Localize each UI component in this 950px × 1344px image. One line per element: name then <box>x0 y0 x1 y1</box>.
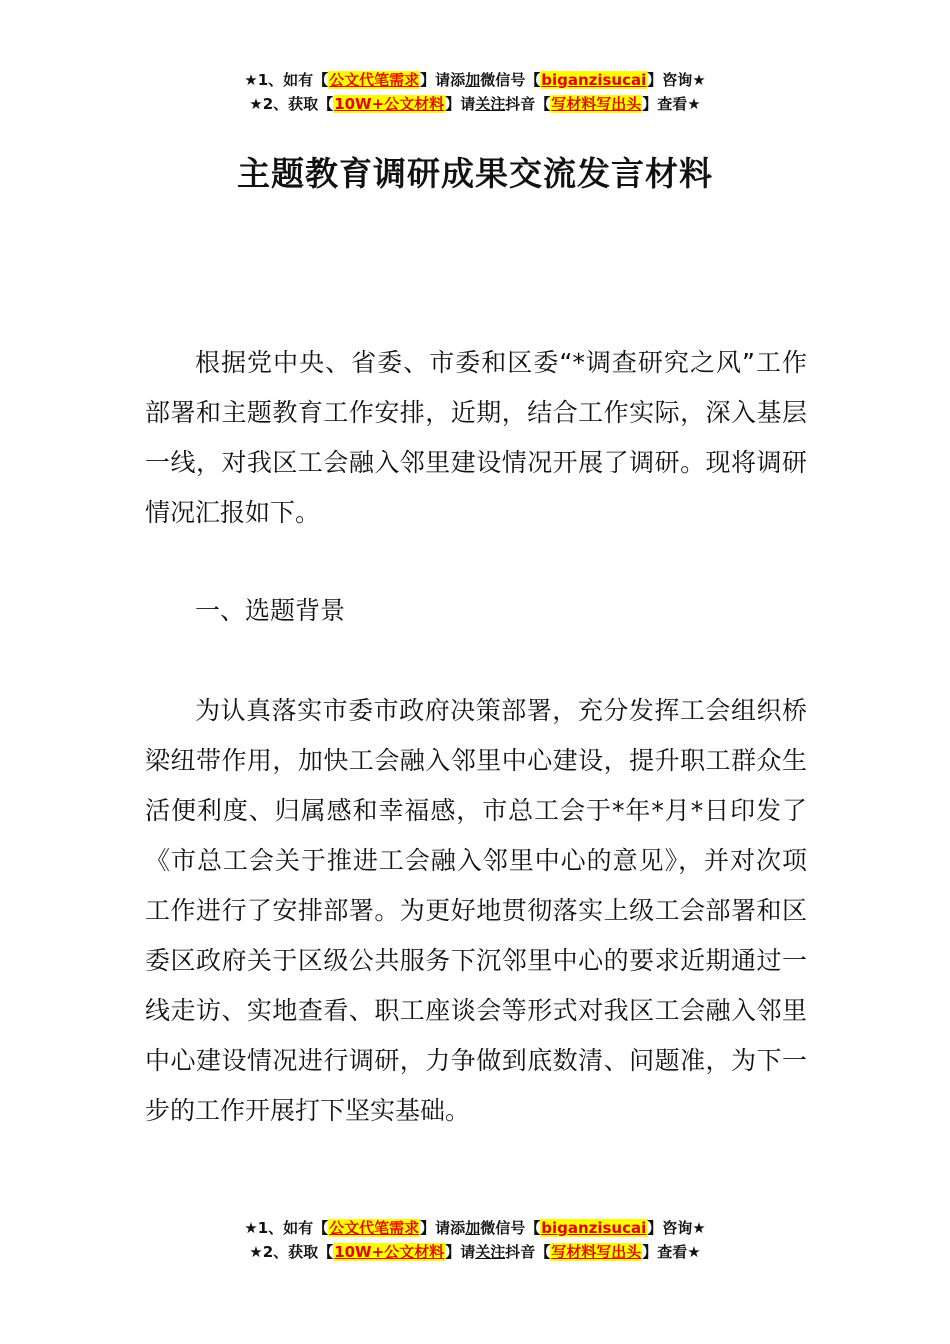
section-heading: 一、选题背景 <box>195 596 346 625</box>
banner-text: 】咨询★ <box>647 71 706 89</box>
header-banner <box>0 68 950 116</box>
banner-text: 微信号【 <box>480 1219 541 1237</box>
banner-text: 抖音【 <box>505 1243 551 1261</box>
highlight-materials: 10W+公文材料 <box>334 1243 445 1261</box>
banner-text: 】请 <box>445 1243 476 1261</box>
banner-text: 抖音【 <box>505 95 551 113</box>
banner-text: 加 <box>465 1219 481 1237</box>
background-paragraph: 为认真落实市委市政府决策部署，充分发挥工会组织桥梁纽带作用，加快工会融入邻里中心建设，提升职工群众生活便利度、归属感和幸福感，市总工会于*年*月*日印发了《市总工会关于推进工会融入邻里中心的意见》，并对次项工作进行了安排部署。为更好地贯彻落实上级工会部署和区委区政府关于区级公共服务下沉邻里中心的要求近期通过一线走访、实地查看、职工座谈会等形式对我区工会融入邻里中心建设情况进行调研，力争做到底数清、问题准，为下一步的工作开展打下坚实基础。 <box>145 696 807 1125</box>
banner-text: ★2、获取【 <box>249 95 334 113</box>
highlight-materials: 10W+公文材料 <box>334 95 445 113</box>
highlight-douyin: 写材料写出头 <box>551 95 642 113</box>
banner-line-1 <box>0 68 950 92</box>
highlight-douyin: 写材料写出头 <box>551 1243 642 1261</box>
document-title: 主题教育调研成果交流发言材料 <box>237 154 713 193</box>
highlight-wechat-id: biganzisucai <box>541 71 647 89</box>
banner-text: 】查看★ <box>642 1243 701 1261</box>
highlight-service: 公文代笔需求 <box>329 71 420 89</box>
highlight-wechat-id: biganzisucai <box>541 1219 647 1237</box>
banner-text: 】咨询★ <box>647 1219 706 1237</box>
banner-text: ★1、如有【 <box>244 71 329 89</box>
footer-banner <box>0 1216 950 1264</box>
banner-text: 】查看★ <box>642 95 701 113</box>
banner-text: 关注 <box>475 95 506 113</box>
banner-text: 关注 <box>475 1243 506 1261</box>
banner-line-2 <box>0 92 950 116</box>
banner-line-2 <box>0 1240 950 1264</box>
banner-text: ★2、获取【 <box>249 1243 334 1261</box>
banner-text: 微信号【 <box>480 71 541 89</box>
banner-text: 加 <box>465 71 481 89</box>
banner-line-1 <box>0 1216 950 1240</box>
banner-text: 】请添 <box>420 1219 466 1237</box>
banner-text: 】请 <box>445 95 476 113</box>
banner-text: 】请添 <box>420 71 466 89</box>
banner-text: ★1、如有【 <box>244 1219 329 1237</box>
intro-paragraph: 根据党中央、省委、市委和区委“*调查研究之风”工作部署和主题教育工作安排，近期，结合工作实际，深入基层一线，对我区工会融入邻里建设情况开展了调研。现将调研情况汇报如下。 <box>145 348 807 527</box>
highlight-service: 公文代笔需求 <box>329 1219 420 1237</box>
